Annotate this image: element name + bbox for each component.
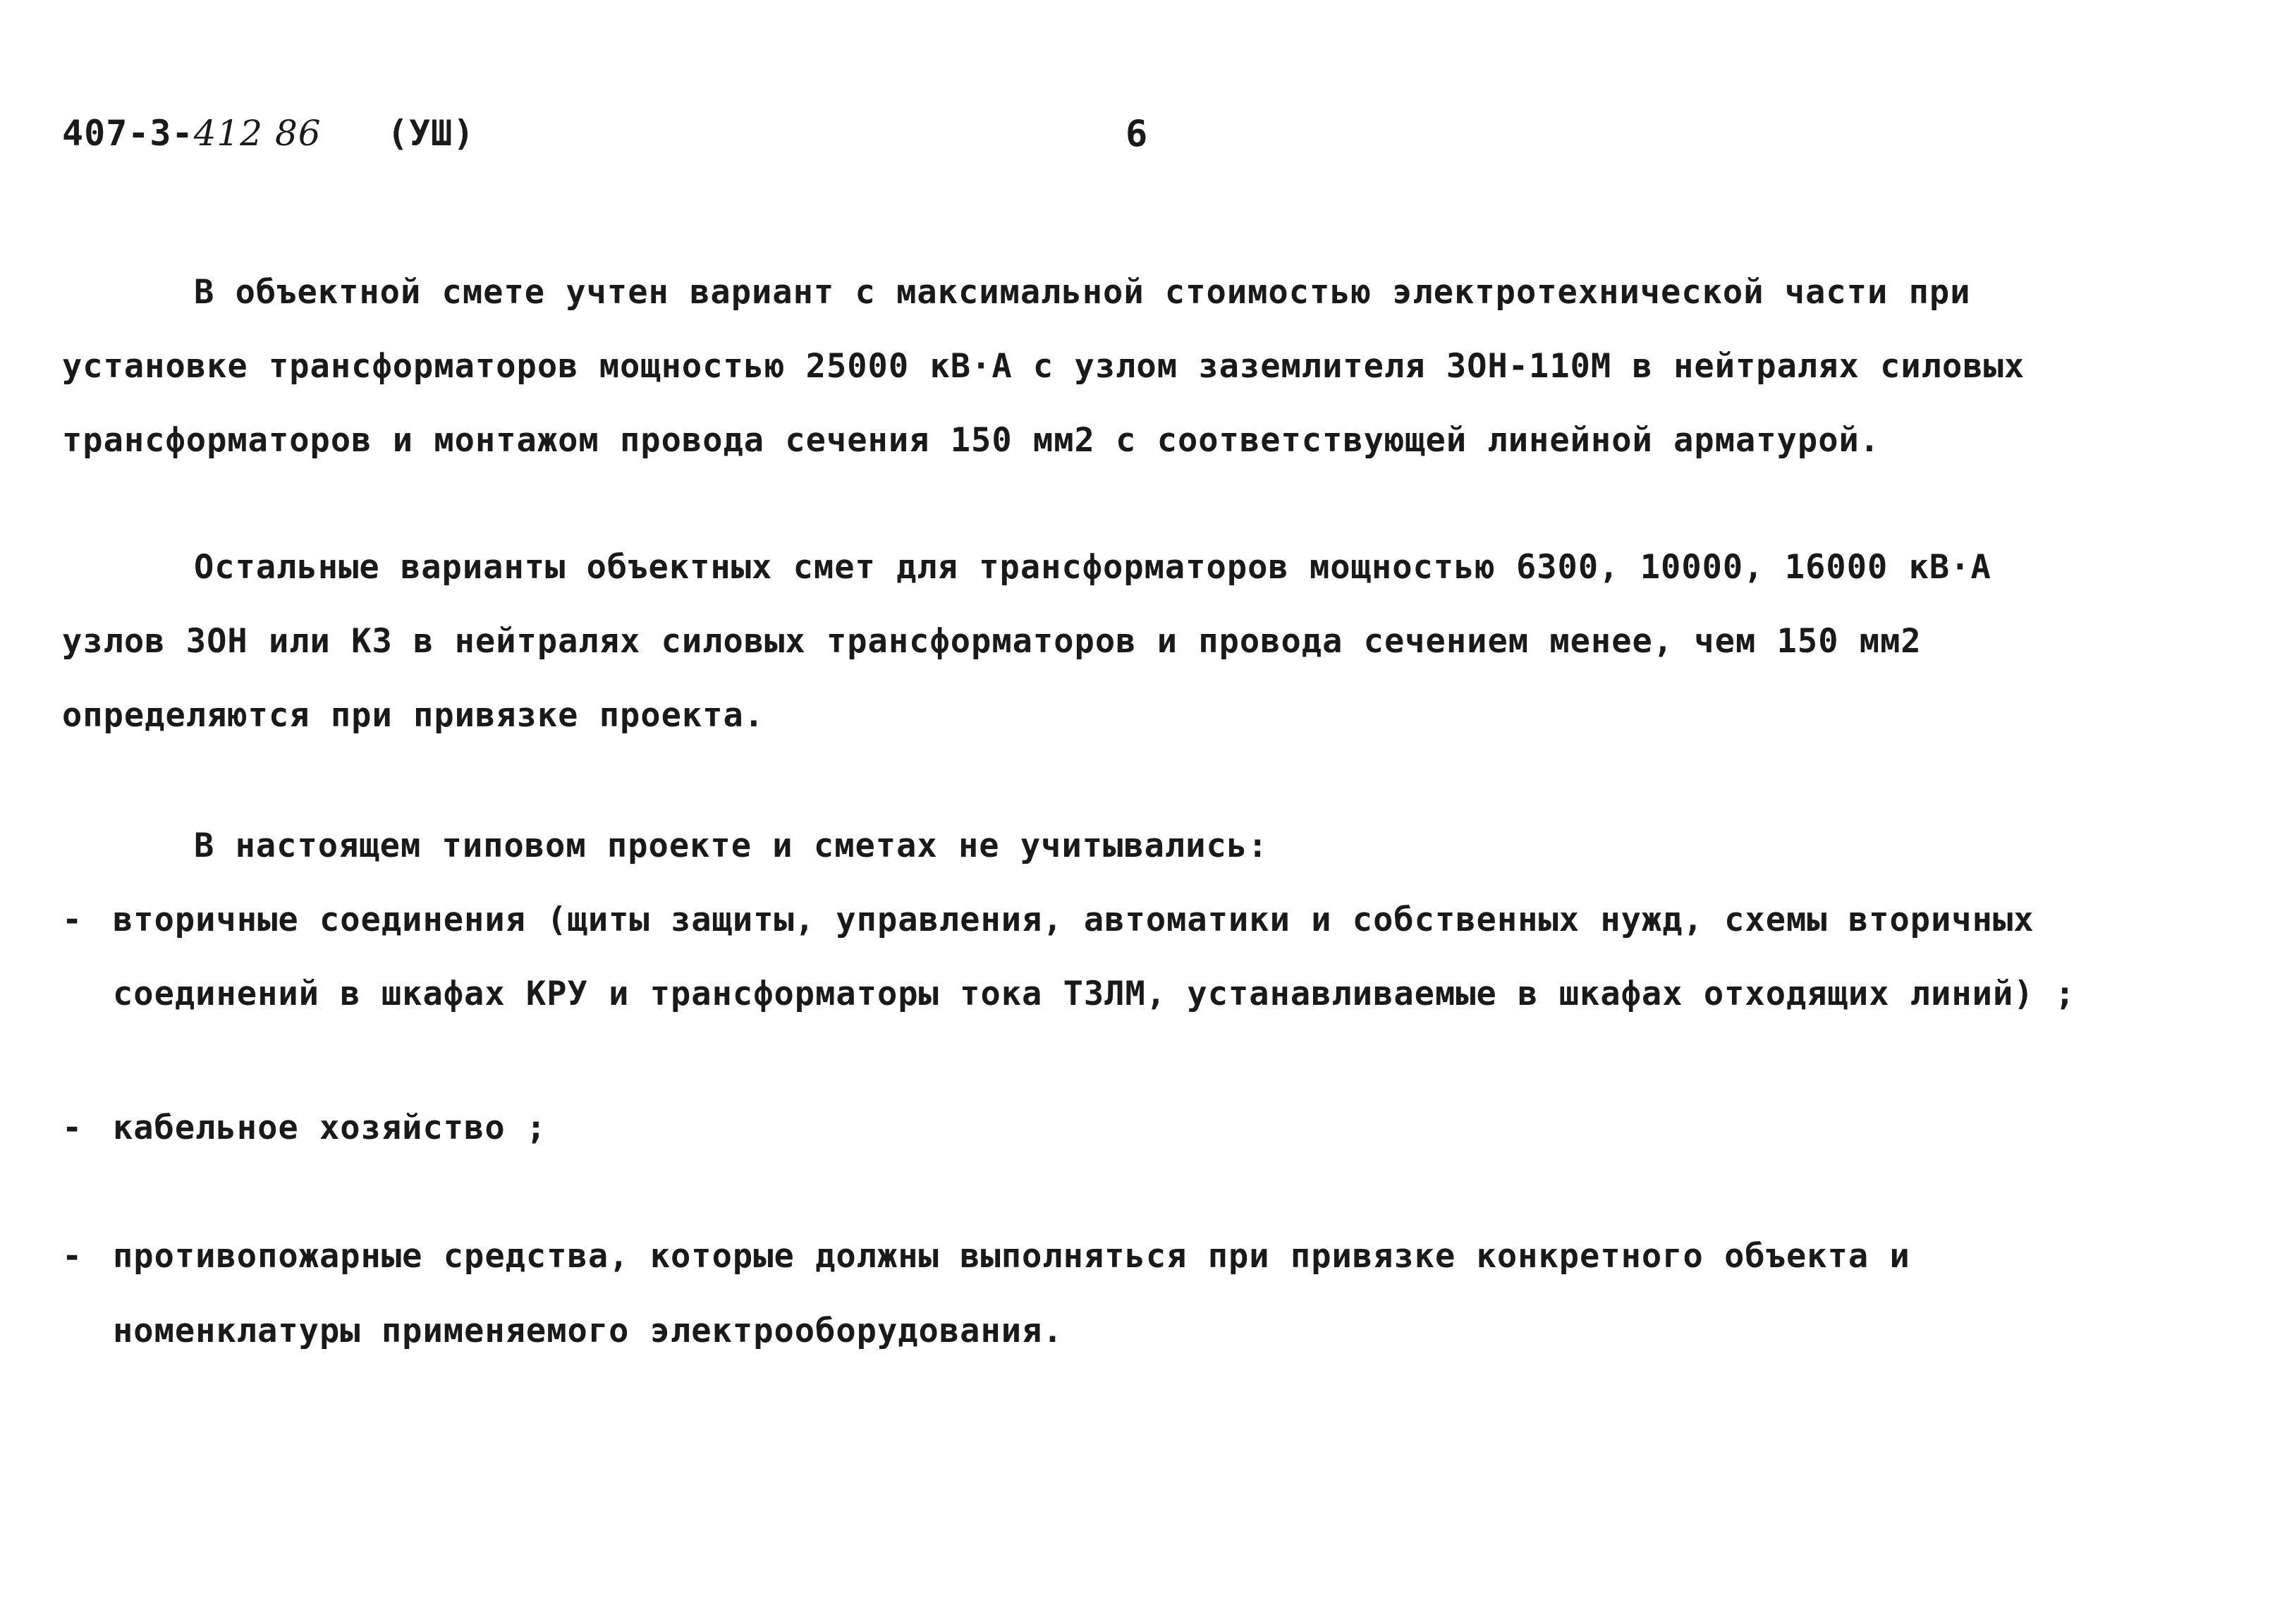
exclusions-intro: В настоящем типовом проекте и сметах не учитывались:	[194, 826, 1269, 865]
paragraph1-line1: В объектной смете учтен вариант с максимальной стоимостью электротехнической части при	[194, 273, 1971, 312]
paragraph1-line2: установке трансформаторов мощностью 25000 кВ·А с узлом заземлителя ЗОН-110М в нейтралях силовых	[62, 347, 2025, 386]
document-code-suffix: (УШ)	[386, 113, 475, 154]
bullet-1-line1: вторичные соединения (щиты защиты, управления, автоматики и собственных нужд, схемы вторичных	[113, 900, 2034, 939]
bullet-dash: -	[62, 1109, 83, 1147]
bullet-3-line1: противопожарные средства, которые должны выполняться при привязке конкретного объекта и	[113, 1237, 1910, 1276]
bullet-item-2	[62, 1107, 547, 1149]
document-code	[62, 113, 475, 154]
bullet-1-line2: соединений в шкафах КРУ и трансформаторы тока ТЗЛМ, устанавливаемые в шкафах отходящих линий) ;	[113, 975, 2076, 1013]
paragraph2-line2: узлов ЗОН или КЗ в нейтралях силовых трансформаторов и провода сечением менее, чем 150 мм2	[62, 622, 1922, 661]
document-code-handwritten: 412 86	[193, 113, 322, 154]
paragraph2-line3: определяются при привязке проекта.	[62, 696, 765, 735]
document-code-prefix: 407-3-	[62, 113, 194, 154]
bullet-2-line1: кабельное хозяйство ;	[113, 1109, 547, 1147]
bullet-dash: -	[62, 1237, 83, 1276]
bullet-dash: -	[62, 900, 83, 939]
bullet-3-line2: номенклатуры применяемого электрооборудования.	[113, 1312, 1063, 1350]
page-number: 6	[1125, 113, 1148, 155]
paragraph2-line1: Остальные варианты объектных смет для трансформаторов мощностью 6300, 10000, 16000 кВ·А	[194, 548, 1991, 587]
paragraph1-line3: трансформаторов и монтажом провода сечения 150 мм2 с соответствующей линейной арматурой.	[62, 421, 1881, 460]
bullet-item-3	[62, 1235, 1910, 1278]
bullet-item-1	[62, 899, 2034, 941]
